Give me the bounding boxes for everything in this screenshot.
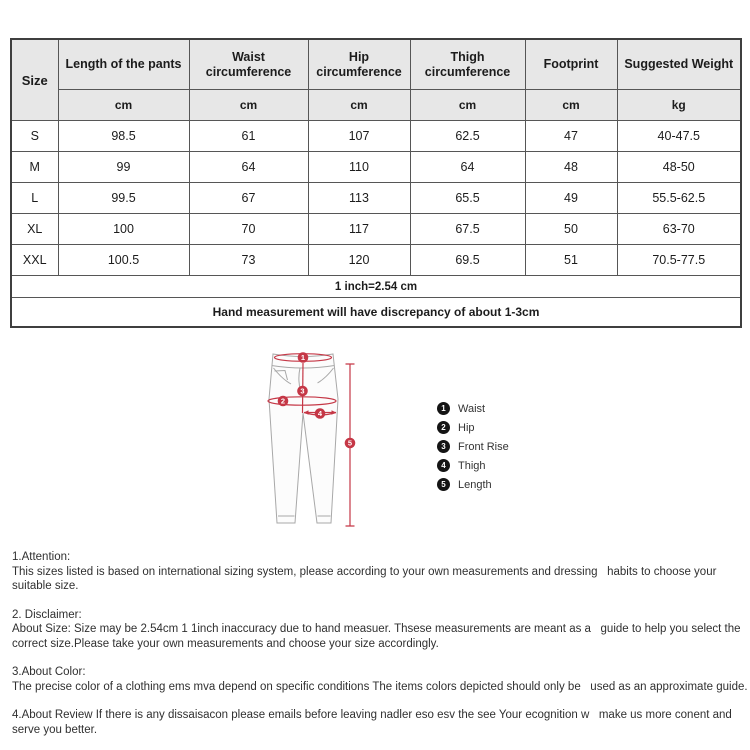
table-row-l (11, 183, 741, 214)
pants-outline (269, 354, 338, 523)
section-disclaimer (12, 608, 750, 652)
cell-value: 67 (189, 183, 308, 214)
table-note-row (11, 276, 741, 298)
cell-value: 70.5-77.5 (617, 245, 741, 276)
legend-number-badge: 4 (437, 459, 450, 472)
section-about-color (12, 665, 750, 694)
legend-item-length (437, 475, 509, 494)
cell-value: 50 (525, 214, 617, 245)
legend-label: Thigh (458, 459, 486, 472)
measurement-legend (437, 399, 509, 494)
legend-number-badge: 1 (437, 402, 450, 415)
table-row-xl (11, 214, 741, 245)
cell-value: 100.5 (58, 245, 189, 276)
cell-value: 73 (189, 245, 308, 276)
cell-value: 47 (525, 121, 617, 152)
section-body: The precise color of a clothing ems mva depend on specific conditions The items colors depicted should only be used as an approximate guide. (12, 680, 748, 693)
cell-value: 40-47.5 (617, 121, 741, 152)
cell-value: 69.5 (410, 245, 525, 276)
col-header-waist: Waist circumference (189, 39, 308, 90)
cell-value: 63-70 (617, 214, 741, 245)
cell-value: 61 (189, 121, 308, 152)
table-note-row (11, 298, 741, 328)
legend-item-thigh (437, 456, 509, 475)
section-body: This sizes listed is based on international sizing system, please according to your own measurements and dressing habits to choose your suitable size. (12, 565, 720, 592)
unit-cell: cm (410, 90, 525, 121)
legend-label: Front Rise (458, 440, 509, 453)
size-label: XL (11, 214, 58, 245)
col-header-weight: Suggested Weight (617, 39, 741, 90)
table-row-xxl (11, 245, 741, 276)
cell-value: 110 (308, 152, 410, 183)
table-header-row (11, 39, 741, 90)
col-header-size: Size (11, 39, 58, 121)
legend-item-waist (437, 399, 509, 418)
marker-number: 3 (300, 386, 305, 396)
unit-cell: kg (617, 90, 741, 121)
section-attention (12, 550, 750, 594)
size-table (10, 38, 742, 328)
marker-number: 4 (317, 409, 323, 419)
unit-cell: cm (525, 90, 617, 121)
cell-value: 62.5 (410, 121, 525, 152)
pants-measurement-diagram (265, 347, 360, 532)
unit-cell: cm (58, 90, 189, 121)
size-label: S (11, 121, 58, 152)
table-row-s (11, 121, 741, 152)
hand-measurement-note: Hand measurement will have discrepancy of about 1-3cm (11, 298, 741, 328)
legend-number-badge: 3 (437, 440, 450, 453)
legend-label: Length (458, 478, 492, 491)
marker-number: 2 (280, 396, 286, 406)
table-row-m (11, 152, 741, 183)
unit-cell: cm (308, 90, 410, 121)
cell-value: 70 (189, 214, 308, 245)
legend-item-front-rise (437, 437, 509, 456)
section-title: 2. Disclaimer: (12, 608, 82, 621)
col-header-footprint: Footprint (525, 39, 617, 90)
cell-value: 107 (308, 121, 410, 152)
cell-value: 99 (58, 152, 189, 183)
cell-value: 51 (525, 245, 617, 276)
cell-value: 49 (525, 183, 617, 214)
section-about-review (12, 708, 750, 737)
inch-conversion-note: 1 inch=2.54 cm (11, 276, 741, 298)
marker-number: 1 (300, 353, 306, 363)
table-unit-row (11, 90, 741, 121)
section-title: 3.About Color: (12, 666, 86, 678)
cell-value: 99.5 (58, 183, 189, 214)
legend-label: Hip (458, 421, 475, 434)
cell-value: 65.5 (410, 183, 525, 214)
cell-value: 67.5 (410, 214, 525, 245)
col-header-hip: Hip circumference (308, 39, 410, 90)
notes-block (12, 550, 750, 750)
unit-cell: cm (189, 90, 308, 121)
cell-value: 48 (525, 152, 617, 183)
cell-value: 64 (410, 152, 525, 183)
col-header-thigh: Thigh circumference (410, 39, 525, 90)
marker-number: 5 (347, 438, 353, 448)
size-label: XXL (11, 245, 58, 276)
cell-value: 48-50 (617, 152, 741, 183)
size-label: M (11, 152, 58, 183)
size-label: L (11, 183, 58, 214)
legend-number-badge: 5 (437, 478, 450, 491)
cell-value: 113 (308, 183, 410, 214)
cell-value: 98.5 (58, 121, 189, 152)
section-title: 1.Attention: (12, 551, 71, 563)
cell-value: 117 (308, 214, 410, 245)
cell-value: 64 (189, 152, 308, 183)
section-body: About Size: Size may be 2.54cm 1 1inch inaccuracy due to hand measuer. Thsese measurements are meant as a guide to help you select the correct size.Please take your own measurements and choose your size accordingly. (12, 623, 744, 650)
legend-number-badge: 2 (437, 421, 450, 434)
legend-item-hip (437, 418, 509, 437)
cell-value: 55.5-62.5 (617, 183, 741, 214)
cell-value: 120 (308, 245, 410, 276)
cell-value: 100 (58, 214, 189, 245)
col-header-length: Length of the pants (58, 39, 189, 90)
legend-label: Waist (458, 402, 486, 415)
section-body: 4.About Review If there is any dissaisacon please emails before leaving nadler eso esv the see Your ecognition w make us more conent and serve you better. (12, 709, 736, 736)
